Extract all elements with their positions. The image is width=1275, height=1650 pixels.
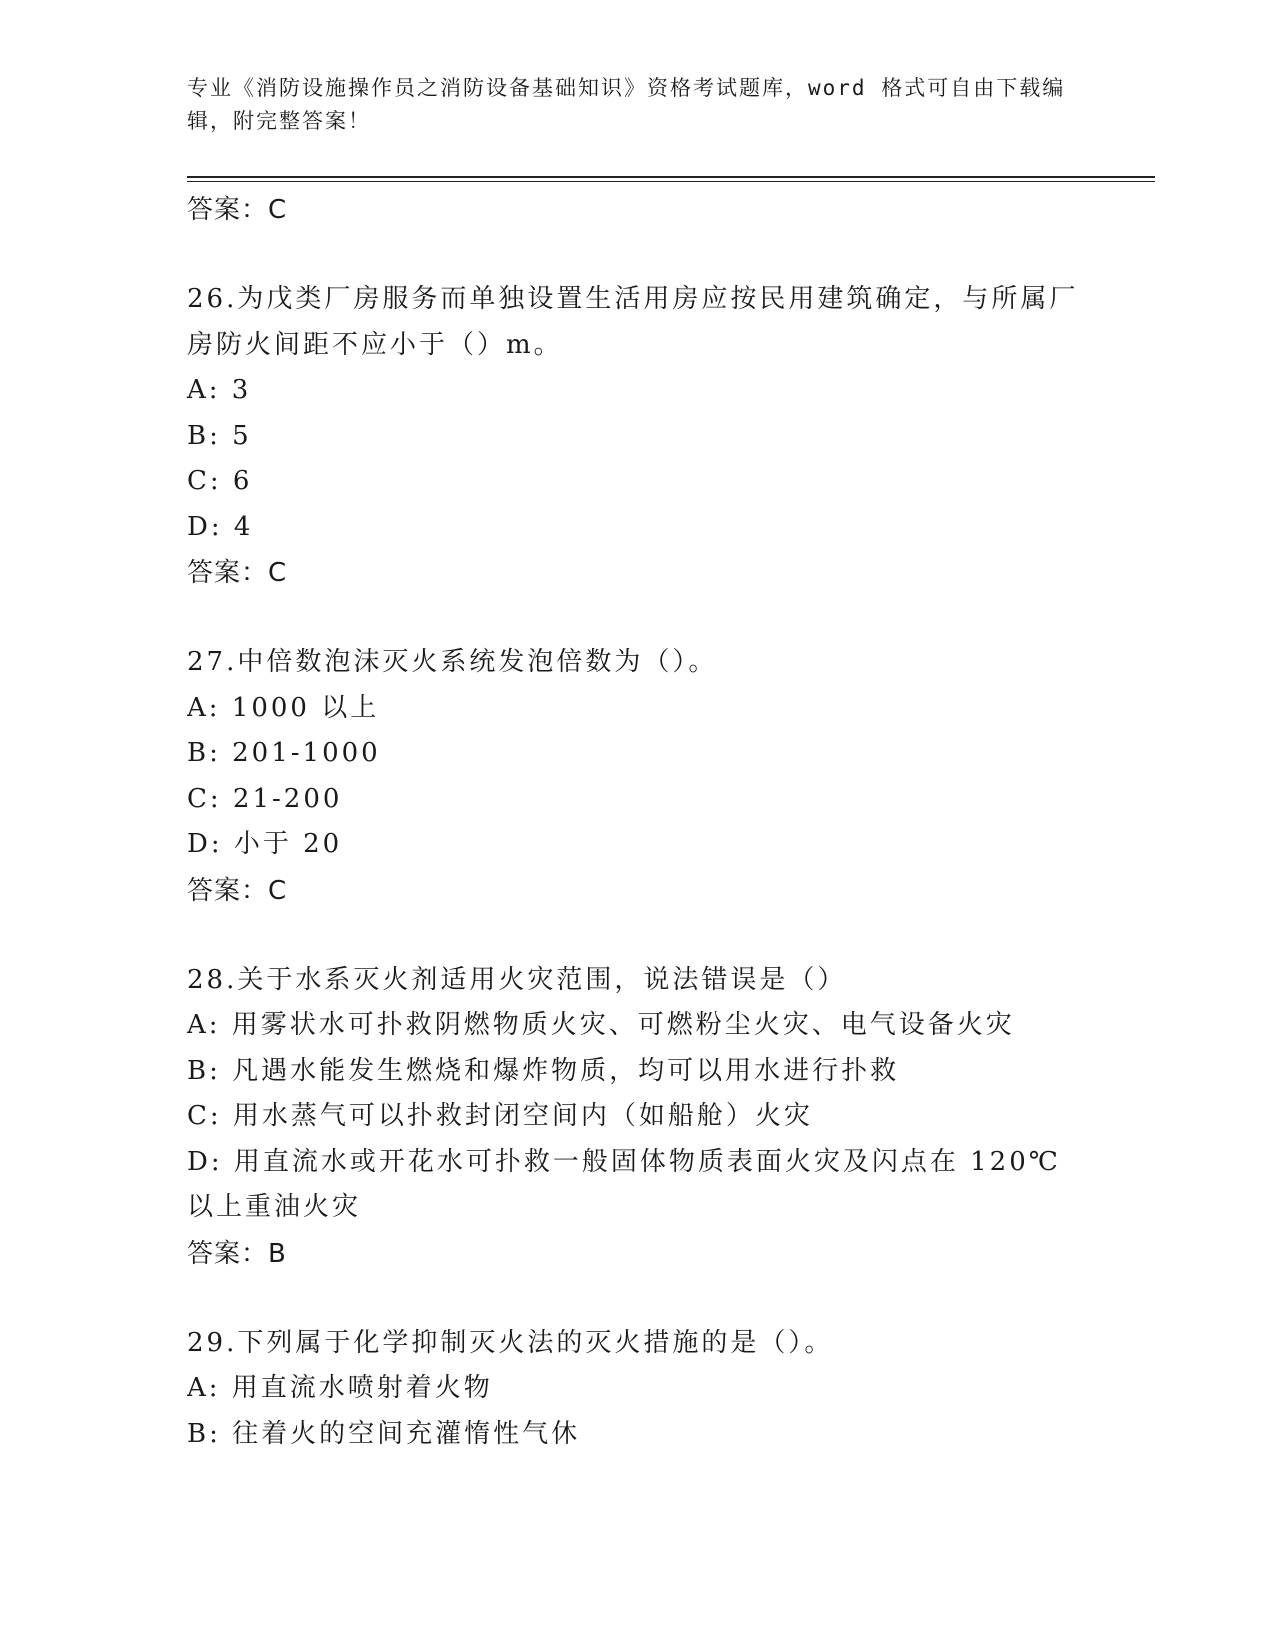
- option-c: C: 6: [187, 466, 253, 496]
- question-block: [187, 640, 1087, 914]
- question-block: [187, 958, 1087, 1277]
- question-text: 28.关于水系灭火剂适用火灾范围，说法错误是（）: [187, 964, 847, 995]
- answer-line: 答案：C: [187, 195, 288, 225]
- question-list: [187, 187, 1087, 1457]
- option-d: D: 小于 20: [187, 829, 343, 859]
- header-divider-thick: [187, 176, 1155, 178]
- option-c: C: 21-200: [187, 783, 343, 814]
- option-a: A: 用直流水喷射着火物: [187, 1373, 493, 1403]
- option-c: C: 用水蒸气可以扑救封闭空间内（如船舱）火灾: [187, 1101, 813, 1131]
- document-header: [187, 72, 1067, 138]
- header-intro-text: 专业《消防设施操作员之消防设备基础知识》资格考试题库，word 格式可自由下载编辑，附完整答案！: [187, 76, 1066, 133]
- option-b: B: 5: [187, 420, 252, 451]
- option-d: D: 用直流水或开花水可扑救一般固体物质表面火灾及闪点在 120℃以上重油火灾: [187, 1146, 1061, 1222]
- answer-line: 答案：C: [187, 875, 288, 906]
- header-divider-thin: [187, 181, 1155, 182]
- option-a: A: 3: [187, 375, 252, 405]
- question-text: 29.下列属于化学抑制灭火法的灭火措施的是（）。: [187, 1327, 834, 1358]
- option-d: D: 4: [187, 511, 254, 542]
- answer-line: 答案：B: [187, 1238, 287, 1269]
- answer-line: 答案：C: [187, 558, 288, 588]
- question-block: [187, 1321, 1087, 1458]
- question-text: 27.中倍数泡沫灭火系统发泡倍数为（）。: [187, 647, 718, 677]
- question-block: [187, 277, 1087, 596]
- option-b: B: 往着火的空间充灌惰性气休: [187, 1418, 581, 1449]
- option-b: B: 凡遇水能发生燃烧和爆炸物质，均可以用水进行扑救: [187, 1055, 900, 1086]
- option-b: B: 201-1000: [187, 738, 381, 768]
- option-a: A: 1000 以上: [187, 692, 380, 723]
- question-text: 26.为戊类厂房服务而单独设置生活用房应按民用建筑确定，与所属厂房防火间距不应小于（）m。: [187, 284, 1079, 360]
- option-a: A: 用雾状水可扑救阴燃物质火灾、可燃粉尘火灾、电气设备火灾: [187, 1010, 1015, 1040]
